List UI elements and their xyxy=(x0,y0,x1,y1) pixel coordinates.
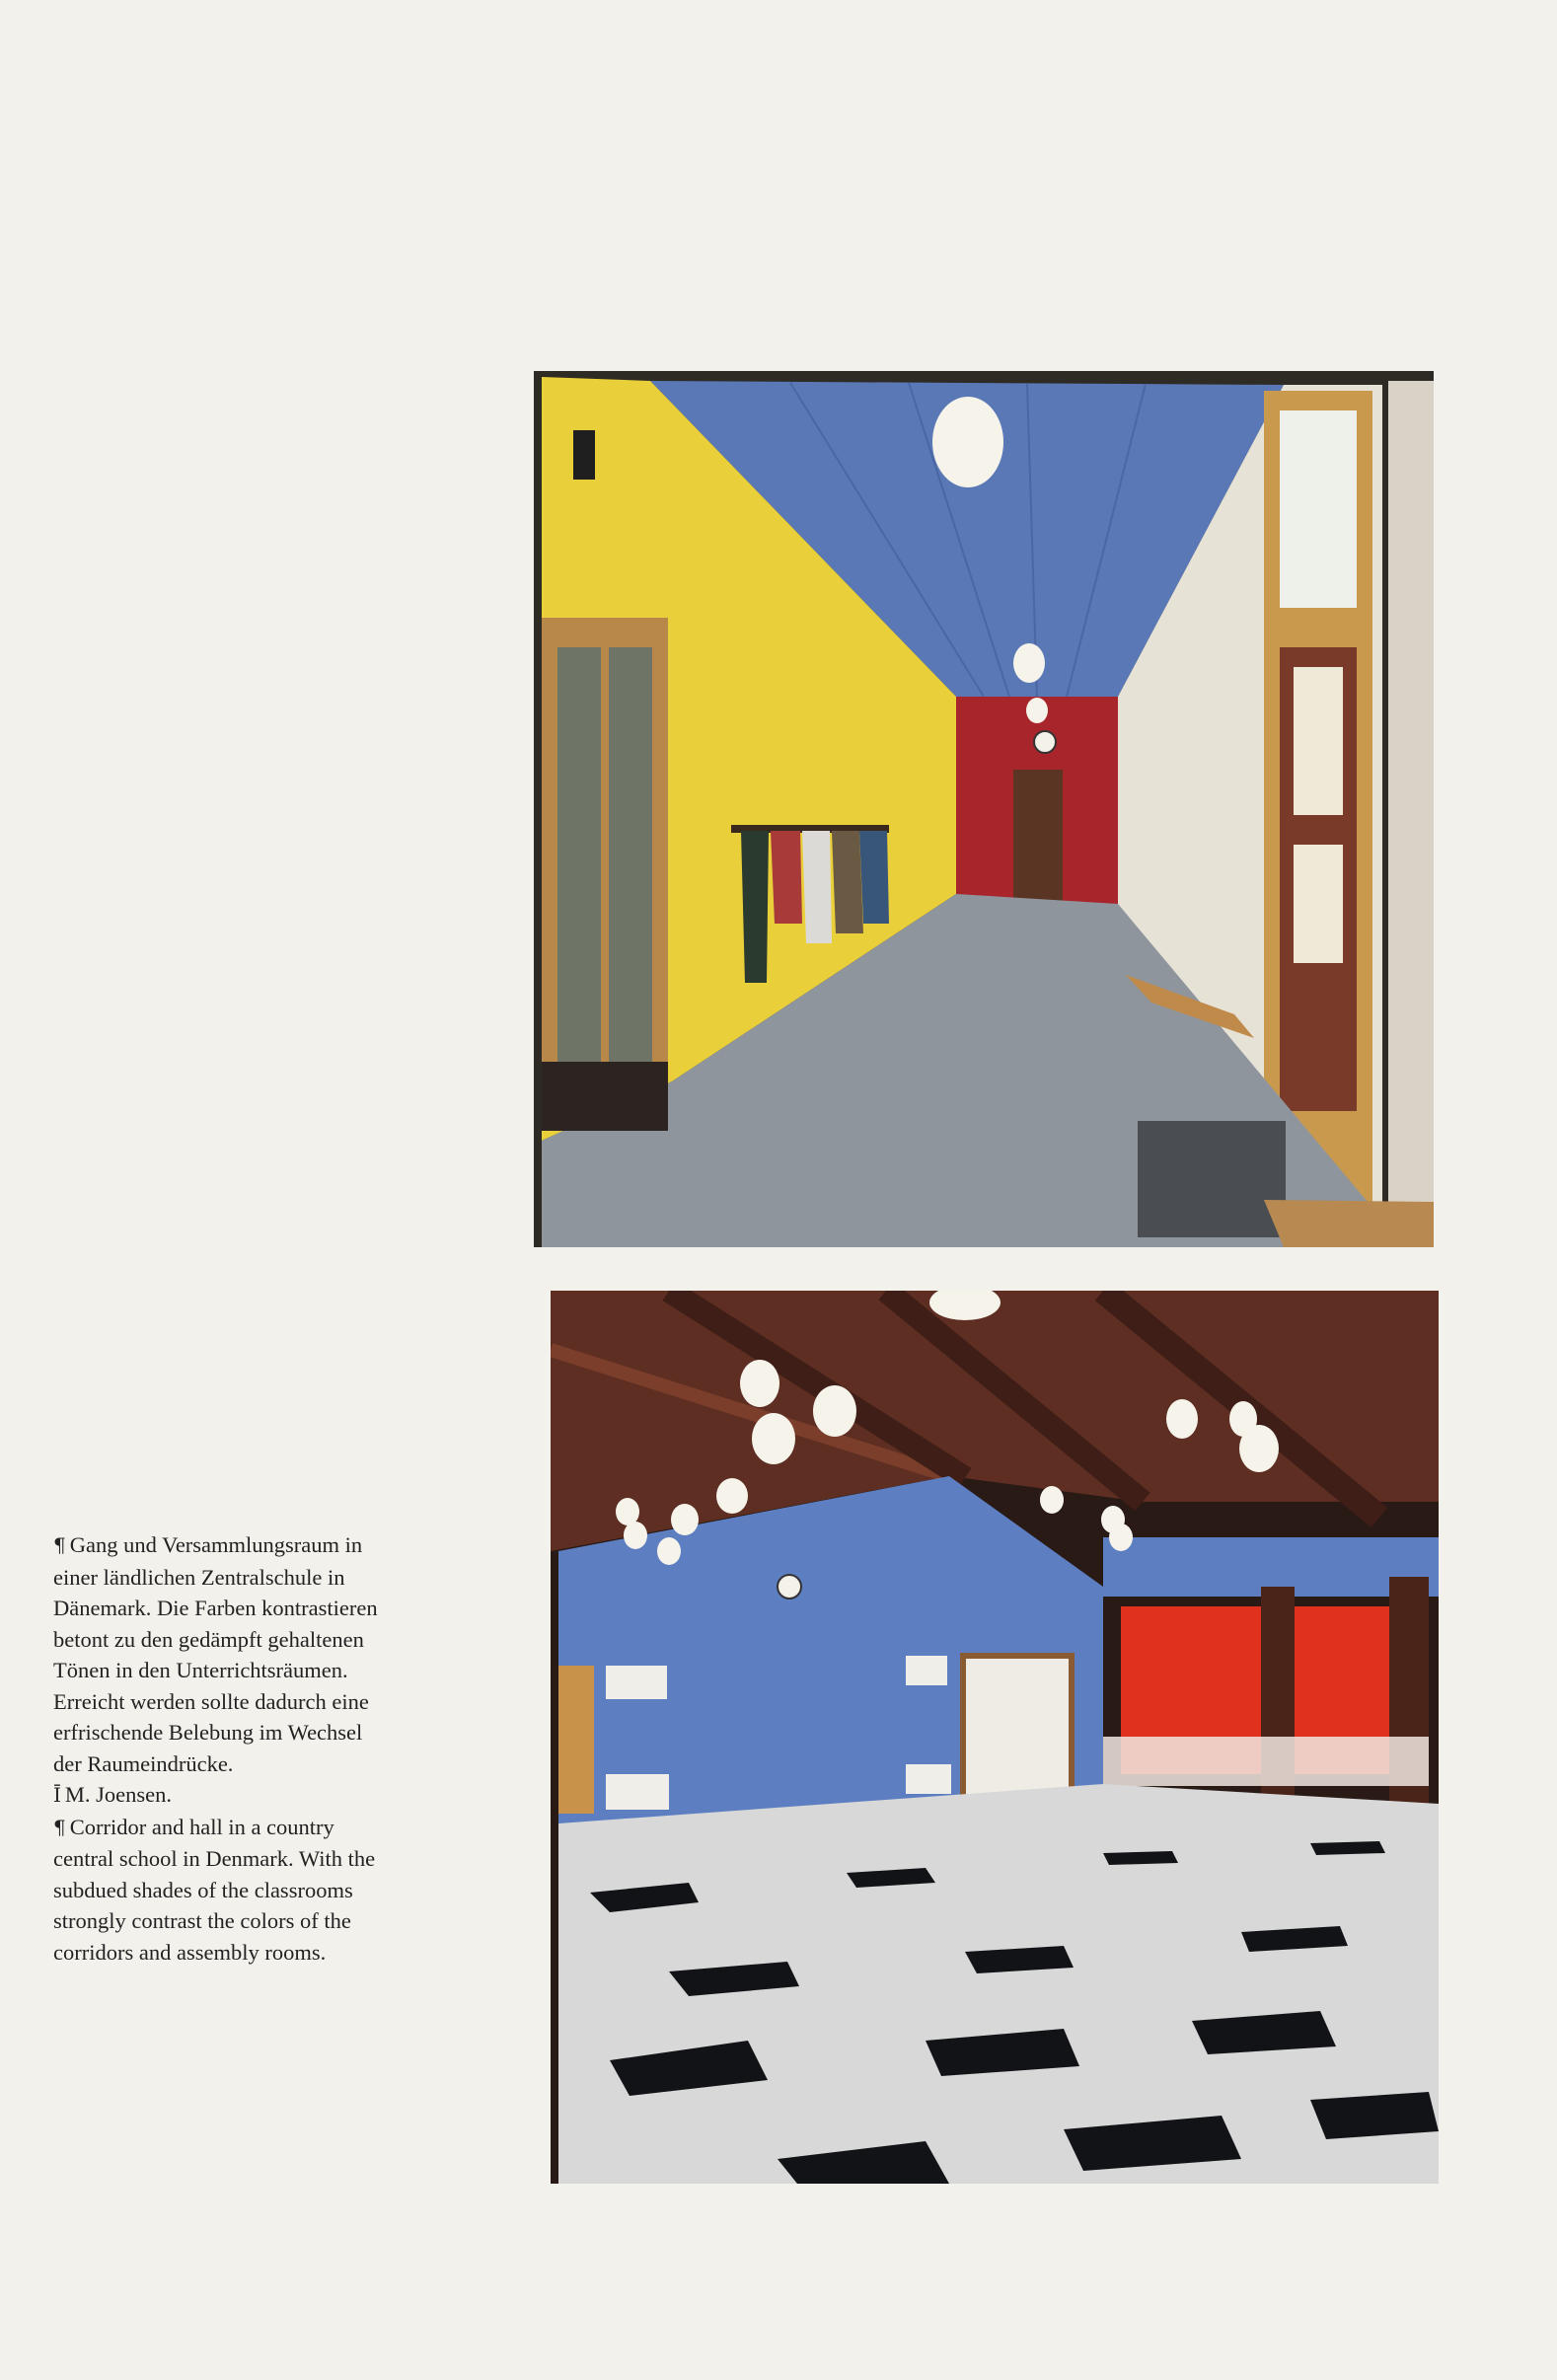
corridor-end-door xyxy=(1013,770,1063,904)
ceiling-lamp-3 xyxy=(1026,698,1048,723)
floor-grate xyxy=(1138,1121,1286,1237)
caption-architect xyxy=(53,1779,389,1812)
hall-door-left xyxy=(558,1666,594,1814)
caption-architect-text: M. Joensen. xyxy=(64,1782,173,1807)
photo-caption xyxy=(53,1529,389,1968)
caption-english-text: Corridor and hall in a country central school in Denmark. With the subdued shades of the classrooms strongly contrast the colors of the corridors and assembly rooms. xyxy=(53,1814,376,1965)
corridor-photo xyxy=(534,371,1434,1247)
caption-english xyxy=(53,1812,389,1969)
paragraph-mark-de: ¶ xyxy=(53,1533,66,1557)
coats xyxy=(741,831,769,983)
corridor-clock xyxy=(1034,731,1056,753)
caption-german-text: Gang und Versammlungsraum in einer ländlichen Zentralschule in Dänemark. Die Farben kontrastieren betont zu den gedämpft gehaltenen Tönen in den Unterrichtsräumen. Erreicht werden sollte dadurch eine erfrischende Belebung im Wechsel der Raumeindrücke. xyxy=(53,1532,378,1776)
paragraph-mark-en: ¶ xyxy=(53,1815,66,1839)
ceiling-lamp-1 xyxy=(932,397,1003,487)
assembly-hall-photo xyxy=(551,1291,1439,2184)
caption-german xyxy=(53,1529,389,1779)
architect-mark: Ī xyxy=(53,1783,61,1807)
hall-railing xyxy=(1103,1737,1429,1786)
ceiling-lamp-2 xyxy=(1013,643,1045,683)
bench-bottom xyxy=(1264,1200,1434,1247)
hall-clock xyxy=(778,1575,801,1599)
